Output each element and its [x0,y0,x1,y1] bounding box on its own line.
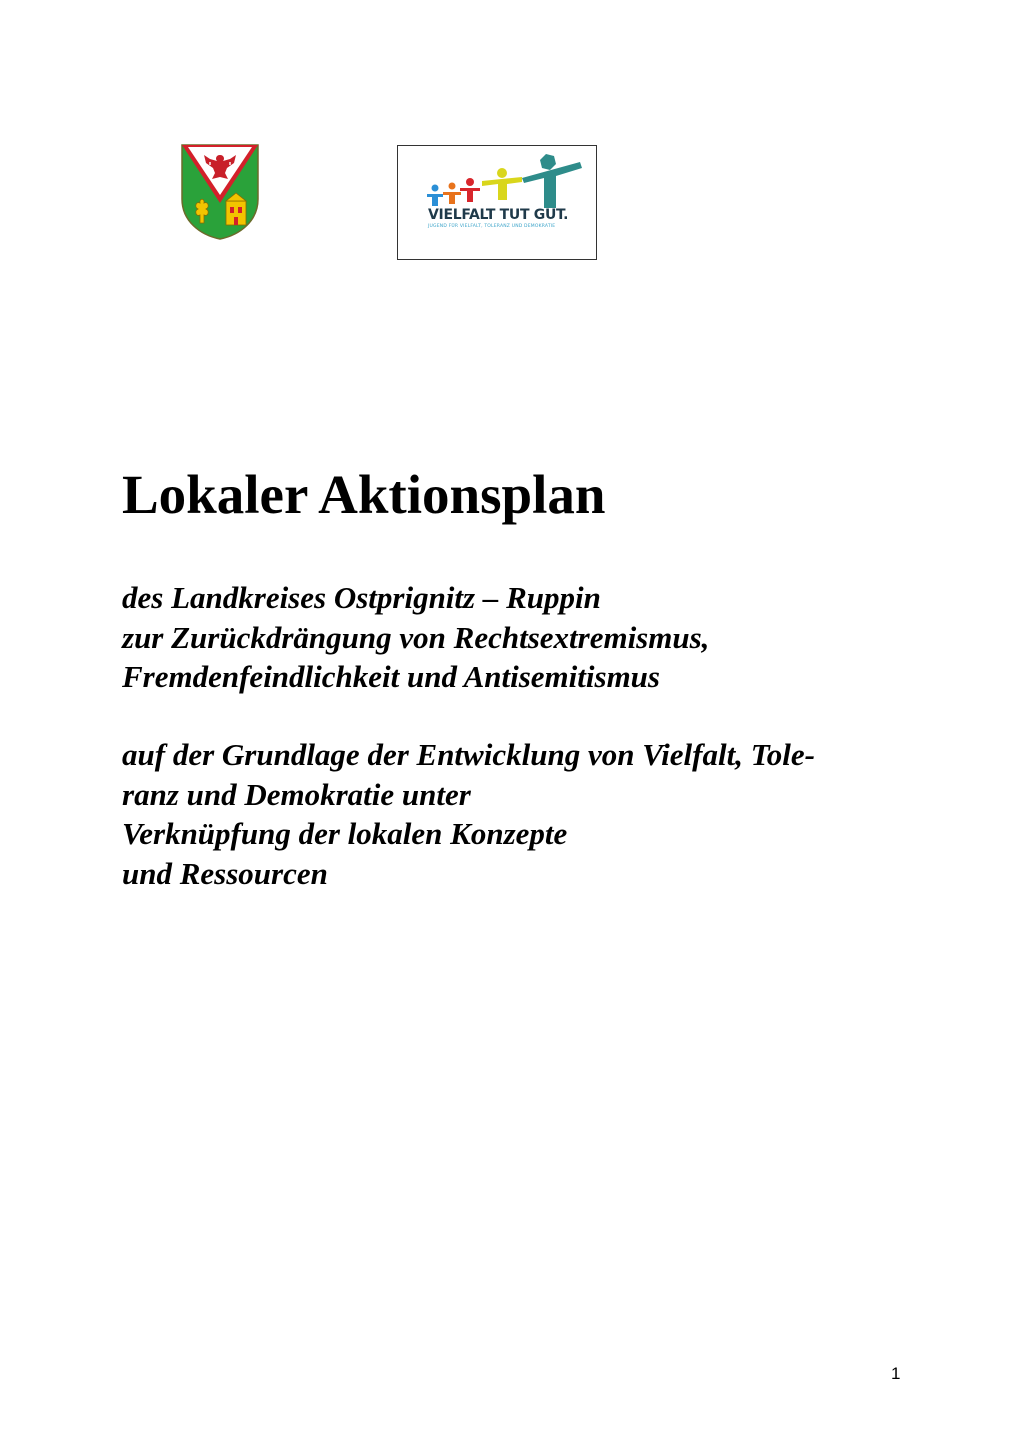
subtitle-line: ranz und Demokratie unter [122,776,471,812]
vielfalt-tut-gut-logo [397,145,597,260]
subtitle-block-2 [122,735,815,893]
subtitle-line: und Ressourcen [122,855,328,891]
people-figures-icon [398,146,598,261]
subtitle-line: des Landkreises Ostprignitz – Ruppin [122,580,601,615]
subtitle-line: zur Zurückdrängung von Rechtsextremismus, [122,619,710,655]
page-title: Lokaler Aktionsplan [122,464,606,525]
subtitle-block-1 [122,578,709,697]
logo-text: VIELFALT TUT GUT. [428,207,569,223]
subtitle-line: Verknüpfung der lokalen Konzepte [122,816,568,851]
subtitle-line: Fremdenfeindlichkeit und Antisemitismus [122,659,660,694]
coat-of-arms-icon [180,143,260,241]
logo-subtext: JUGEND FÜR VIELFALT, TOLERANZ UND DEMOKRATIE [428,224,556,229]
subtitle-line: auf der Grundlage der Entwicklung von Vielfalt, Tole- [122,737,815,772]
page-number: 1 [891,1364,901,1383]
